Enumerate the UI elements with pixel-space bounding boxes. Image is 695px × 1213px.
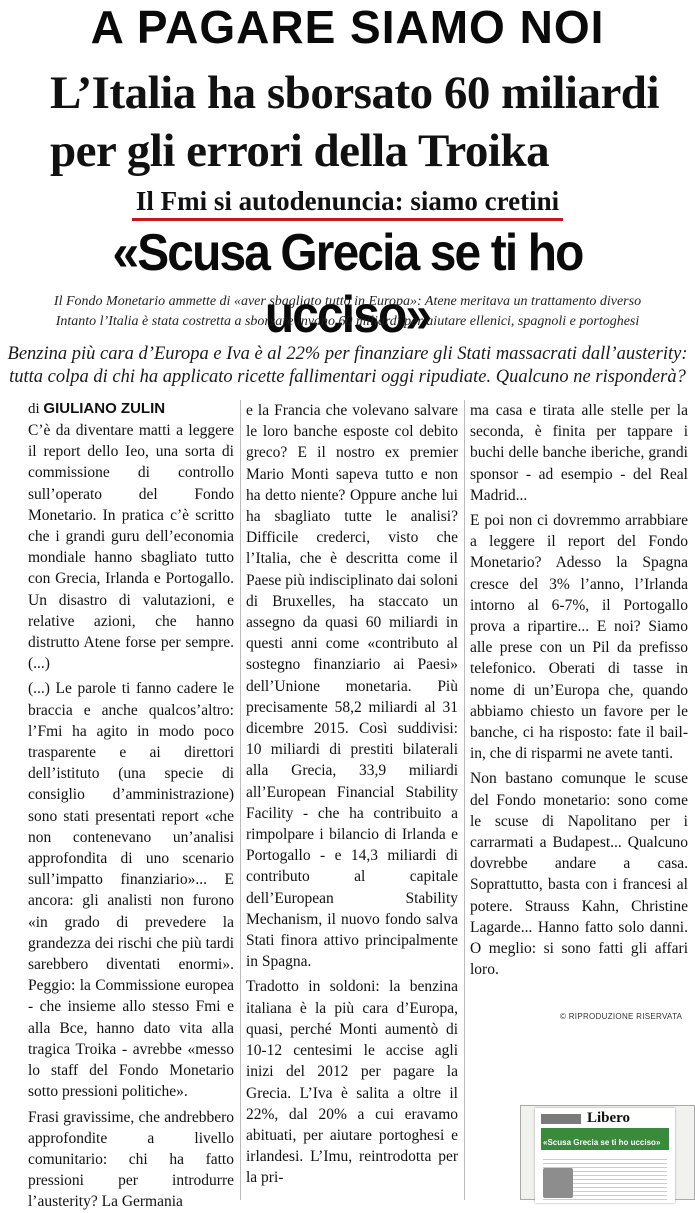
column-rule-1: [240, 400, 241, 1200]
deck-line-2: Intanto l’Italia è stata costretta a sborsare invano 60 miliardi per aiutare ellenici, spagnoli e portoghesi: [55, 314, 640, 329]
front-page-thumbnail: [520, 1105, 695, 1200]
subkicker: [0, 184, 695, 221]
paragraph: e la Francia che volevano salvare le loro banche esposte col debito greco? E il nostro ex premier Mario Monti sapeva tutto e non ha detto niente? Oppure anche lui ha sbagliato tutte le analisi? Difficile crederci, visto che l’Italia, che è descritta come il Paese più indisciplinato dai soloni di Bruxelles, ha staccato un assegno da quasi 60 miliardi in questi anni come «contributo al sostegno finanziario ai Paesi» dell’Unione monetaria. Più precisamente 58,2 miliardi al 31 dicembre 2015. Così suddivisi: 10 miliardi di prestiti bilaterali alla Grecia, 33,9 miliardi all’European Financial Stability Facility - che ha contribuito a rimpolpare i bilancio di Irlanda e Portogallo - e 14,3 miliardi di contributo al capitale dell’European Stability Mechanism, il nuovo fondo salva Stati finora attivo principalmente in Spagna.: [246, 402, 458, 971]
paragraph: Frasi gravissime, che andrebbero approfondite a livello comunitario: chi ha fatto pressioni per introdurre l’austerity? La Germania: [28, 1108, 234, 1211]
paragraph: Tradotto in soldoni: la benzina italiana è la più cara d’Europa, quasi, perché Monti aumentò di 10-12 centesimi le accise agli inizi del 2012 per pagare la Grecia. L’Iva è salita a oltre il 22%, dal 20% a cui eravamo abituati, per aiutare portoghesi e irlandesi. L’Imu, reintrodotta per la pri-: [246, 978, 458, 1187]
copyright-notice: © RIPRODUZIONE RISERVATA: [560, 1012, 683, 1021]
kicker-headline: A PAGARE SIAMO NOI: [90, 1, 605, 53]
summary: [0, 343, 695, 389]
headline-line-1: L’Italia ha sborsato 60 miliardi: [50, 67, 659, 119]
byline-author: GIULIANO ZULIN: [43, 400, 166, 417]
thumbnail-ribbon: [541, 1114, 581, 1124]
headline-line-2: per gli errori della Troika: [50, 125, 550, 177]
article-column-1: [28, 420, 234, 1211]
main-headline: «Scusa Grecia se ti ho ucciso»: [112, 224, 583, 344]
byline: [28, 400, 165, 418]
summary-line-1: Benzina più cara d’Europa e Iva è al 22% per finanziare gli Stati massacrati dall’austerity:: [7, 344, 688, 364]
paragraph: (...) Le parole ti fanno cadere le braccia e anche qualcos’altro: l’Fmi ha agito in modo poco trasparente e ai direttori dell’istituto (una specie di consiglio d’amministrazione) sono stati presentati report «che non contenevano un’analisi approfondita di uno scenario sull’impatto finanziario»... E ancora: gli analisti non furono «in grado di prevedere la grandezza dei rischi che più tardi sarebbero diventati enormi». Peggio: la Commissione europea - che insieme allo stesso Fmi e alla Bce, hanno dato vita alla tragica Troika - avrebbe «messo lo staff del Fondo Monetario sotto pressioni politiche».: [28, 680, 234, 1101]
headline: [50, 64, 690, 180]
article-column-3: [470, 400, 688, 1000]
thumbnail-page: [535, 1108, 675, 1203]
paragraph: Non bastano comunque le scuse del Fondo monetario: sono come le scuse di Napolitano per i carrarmati a Budapest... Qualcuno dovrebbe andare a casa. Soprattutto, basta con i francesi al potere. Strauss Kahn, Christine Lagarde... Hanno fatto solo danni. O meglio: si sono fatti gli affari loro.: [470, 770, 688, 979]
thumbnail-headline: «Scusa Grecia se ti ho ucciso»: [543, 1138, 661, 1147]
paragraph: C’è da diventare matti a leggere il report dello Ieo, una sorta di commissione di controllo sull’operato del Fondo Monetario. In pratica c’è scritto che i grandi guru dell’economia mondiale hanno sbagliato tutto con Grecia, Irlanda e Portogallo. Un disastro di valutazioni, e relative azioni, che hanno distrutto Atene forse per sempre. (...): [28, 422, 234, 673]
deck-line-1: Il Fondo Monetario ammette di «aver sbagliato tutto in Europa»: Atene meritava un trattamento diverso: [53, 294, 642, 309]
paragraph: ma casa e tirata alle stelle per la seconda, è finita per tappare i buchi delle banche iberiche, grandi sponsor - ad esempio - del Real Madrid...: [470, 402, 688, 504]
column-rule-2: [464, 400, 465, 1200]
deck: [0, 292, 695, 332]
article-column-2: [246, 400, 458, 1200]
thumbnail-photo: [543, 1168, 573, 1198]
summary-line-2: tutta colpa di chi ha applicato ricette fallimentari oggi ripudiate. Qualcuno ne risponderà?: [9, 367, 686, 387]
thumbnail-masthead: Libero: [587, 1110, 631, 1126]
paragraph: E poi non ci dovremmo arrabbiare a leggere il report del Fondo Monetario? Adesso la Spagna cresce del 3% l’anno, l’Irlanda intorno al 6-7%, il Portogallo prova a ripartire... E noi? Siamo alle prese con un Pil da prefisso telefonico. Oberati di tasse in nome di un’Europa che, quando abbiamo chiesto un favore per le banche, ci ha risposto: fate il bail-in, che di risparmi ne avete tanti.: [470, 512, 688, 763]
byline-prefix: di: [28, 401, 40, 417]
subkicker-text: Il Fmi si autodenuncia: siamo cretini: [132, 184, 563, 221]
